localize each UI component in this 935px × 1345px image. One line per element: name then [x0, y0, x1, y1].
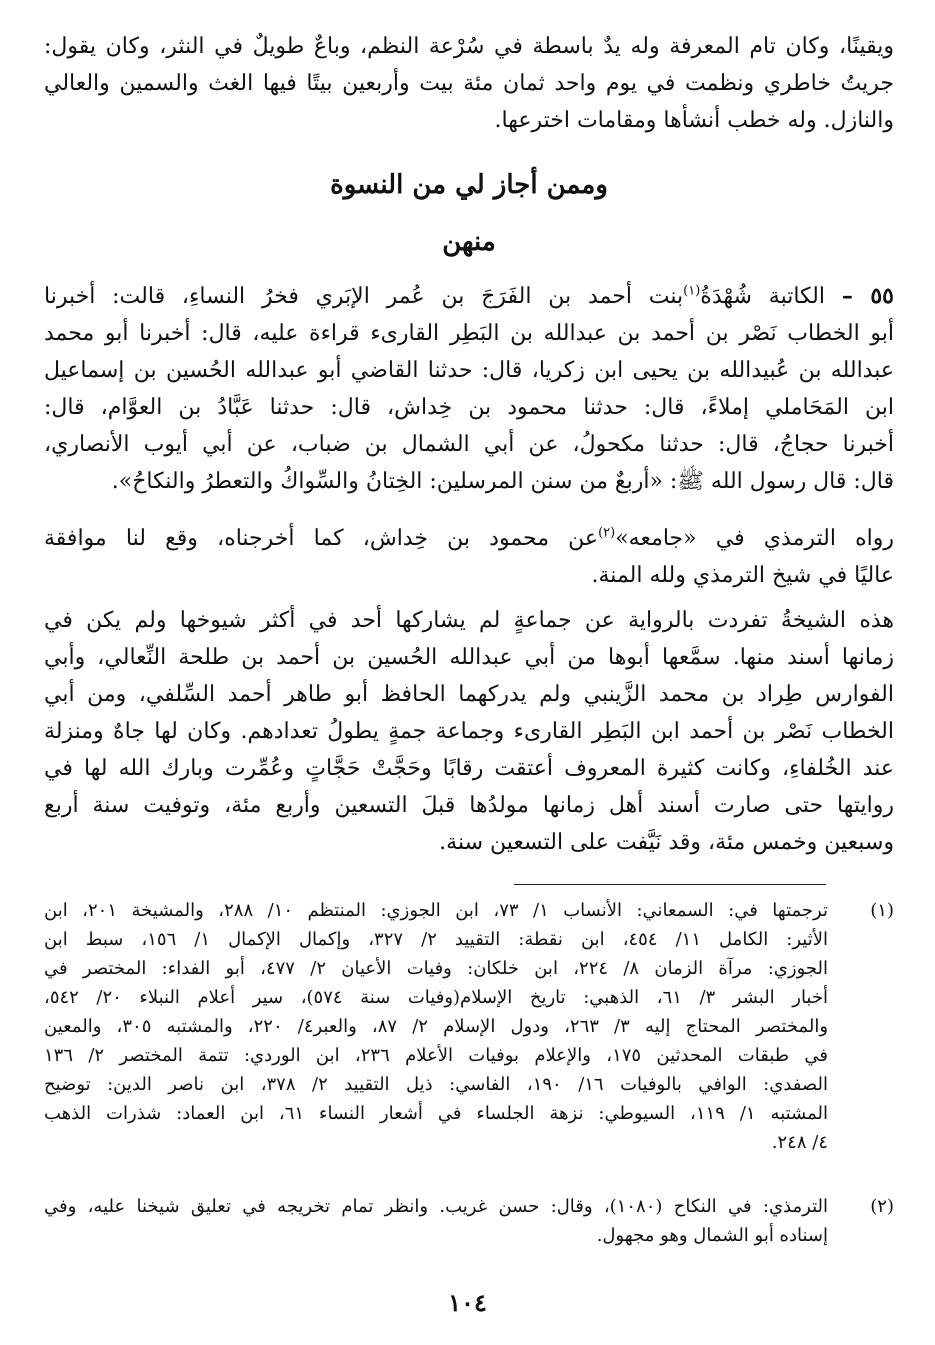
entry-line-3: عبدالله بن عُبيدالله بن يحيى ابن زكريا، قال: حدثنا القاضي أبو عبدالله الحُسين بن إسماعيل: [44, 358, 894, 383]
footnote-2: [44, 1192, 894, 1250]
entry-line-6: قال: قال رسول الله ﷺ: «أربعٌ من سنن المرسلين: الخِتانُ والسِّواكُ والتعطرُ والنكاحُ».: [111, 469, 894, 494]
footnote-1-line: الصفدي: الوافي بالوفيات ١٦/ ١٩٠، الفاسي: ذيل التقييد ٢/ ٣٧٨، ابن ناصر الدين: توضيح: [44, 1074, 828, 1095]
footnote-1-line: الأثير: الكامل ١١/ ٤٥٤، ابن نقطة: التقييد ٢/ ٣٢٧، وإكمال الإكمال ١/ ١٥٦، سبط ابن: [44, 929, 828, 950]
top-paragraph-line-3: والنازل. وله خطب أنشأها ومقامات اخترعها.: [494, 108, 894, 133]
footnote-1-line: في طبقات المحدثين ١٧٥، والإعلام بوفيات الأعلام ٢٣٦، ابن الوردي: تتمة المختصر ٢/ ١٣٦: [44, 1045, 828, 1066]
footnote-2-line: الترمذي: في النكاح (١٠٨٠)، وقال: حسن غريب. وانظر تمام تخريجه في تعليق شيخنا عليه، وفي: [44, 1196, 828, 1217]
footnote-1-line: والمختصر المحتاج إليه ٣/ ٢٦٣، ودول الإسلام ٢/ ٨٧، والعبر٤/ ٢٢٠، والمشتبه ٣٠٥، والمعين: [44, 1016, 828, 1037]
footnote-1-label: (١): [870, 900, 894, 921]
entry-first-line-head: الكاتبة شُهْدَةُ: [700, 284, 826, 309]
footnote-2-label: (٢): [870, 1196, 894, 1217]
biography-line-3: الفوارس طِراد بن محمد الزَّينبي ولم يدركهما الحافظ أبو طاهر أحمد السِّلفي، ومن أبي: [44, 682, 894, 707]
entry-line-5: أخبرنا حجاجُ، قال: حدثنا مكحولُ، عن أبي الشمال بن ضباب، عن أبي أيوب الأنصاري،: [44, 432, 894, 457]
section-heading: وممن أجاز لي من النسوة: [330, 170, 608, 200]
biography-paragraph: [44, 602, 894, 861]
footnote-1-line: ترجمتها في: السمعاني: الأنساب ١/ ٧٣، ابن الجوزي: المنتظم ١٠/ ٢٨٨، والمشيخة ٢٠١، ابن: [44, 900, 828, 921]
footnote-1-line: أخبار البشر ٣/ ٦١، الذهبي: تاريخ الإسلام(وفيات سنة ٥٧٤)، سير أعلام النبلاء ٢٠/ ٥٤٢،: [44, 987, 828, 1008]
footnote-1-line: ٤/ ٢٤٨.: [771, 1132, 828, 1153]
top-paragraph-line-2: جريتُ خاطري ونظمت في يوم واحد ثمان مئة بيت وأربعين بيتًا فيها الغث والسمين والعالي: [44, 71, 894, 96]
riwaya-line-1: [44, 520, 894, 557]
page-number: ١٠٤: [448, 1288, 487, 1317]
riwaya-paragraph: [44, 520, 894, 594]
section-subheading: منهن: [442, 227, 496, 257]
biography-line-5: عند الخُلفاءِ، وكانت كثيرة المعروف أعتقت رقابًا وحَجَّتْ حَجَّاتٍ وعُمِّرت وبارك الله لها في: [44, 756, 894, 781]
footnote-1-body: [44, 896, 828, 1157]
footnote-2-body: [44, 1192, 828, 1250]
footnote-1-line: الجوزي: مرآة الزمان ٨/ ٢٢٤، ابن خلكان: وفيات الأعيان ٢/ ٤٧٧، أبو الفداء: المختصر في: [44, 958, 828, 979]
footnote-ref-2: (٢): [598, 525, 616, 541]
entry-line-4: ابن المَحَاملي إملاءً، قال: حدثنا محمود بن خِداش، قال: حدثنا عَبَّادُ بن العوَّام، قال:: [44, 395, 894, 420]
top-paragraph: [44, 28, 894, 139]
top-paragraph-line-1: ويقينًا، وكان تام المعرفة وله يدٌ باسطة في سُرْعة النظم، وباعٌ طويلٌ في النثر، وكان يقول:: [44, 34, 894, 59]
entry-number: ٥٥ –: [841, 283, 894, 309]
footnote-ref-1: (١): [683, 283, 701, 299]
entry-first-line-tail: بنت أحمد بن الفَرَجَ بن عُمر الإبَري فخرُ النساءِ، قالت: أخبرنا: [44, 284, 684, 309]
biography-line-1: هذه الشيخةُ تفردت بالرواية عن جماعةٍ لم يشاركها أحد في أكثر شيوخها ولم يكن في: [44, 608, 894, 633]
riwaya-line-1-head: رواه الترمذي في «جامعه»: [615, 526, 894, 551]
footnote-separator: [514, 884, 826, 885]
biography-line-2: زمانها أسند منها. سمَّعها أبوها من أبي عبدالله الحُسين بن أحمد بن طلحة النِّعالي، وأبي: [44, 645, 894, 670]
entry-line-2: أبو الخطاب نَصْر بن أحمد بن عبدالله بن البَطِر القارىء قراءة عليه، قال: أخبرنا أبو محمد: [44, 321, 894, 346]
footnote-1-line: المشتبه ١/ ١١٩، السيوطي: نزهة الجلساء في أشعار النساء ٦١، ابن العماد: شذرات الذهب: [44, 1103, 828, 1124]
entry-55: [44, 278, 894, 500]
footnote-1: [44, 896, 894, 1157]
biography-line-4: الخطاب نَصْر بن أحمد ابن البَطِر القارىء وجماعة جمةٍ يطولُ تعدادهم. وكان لها جاهٌ ومنزلة: [44, 719, 894, 744]
entry-first-line: [44, 278, 894, 315]
riwaya-line-1-tail: عن محمود بن خِداش، كما أخرجناه، وقع لنا موافقة: [44, 526, 599, 551]
biography-line-6: روايتها حتى صارت أسند أهل زمانها مولدُها قبلَ التسعين وأربع مئة، وتوفيت سنة أربع: [44, 793, 894, 818]
riwaya-line-2: عاليًا في شيخ الترمذي ولله المنة.: [591, 563, 894, 588]
biography-line-7: وسبعين وخمس مئة، وقد نَيَّفت على التسعين سنة.: [439, 830, 894, 855]
footnote-2-line: إسناده أبو الشمال وهو مجهول.: [596, 1225, 828, 1246]
